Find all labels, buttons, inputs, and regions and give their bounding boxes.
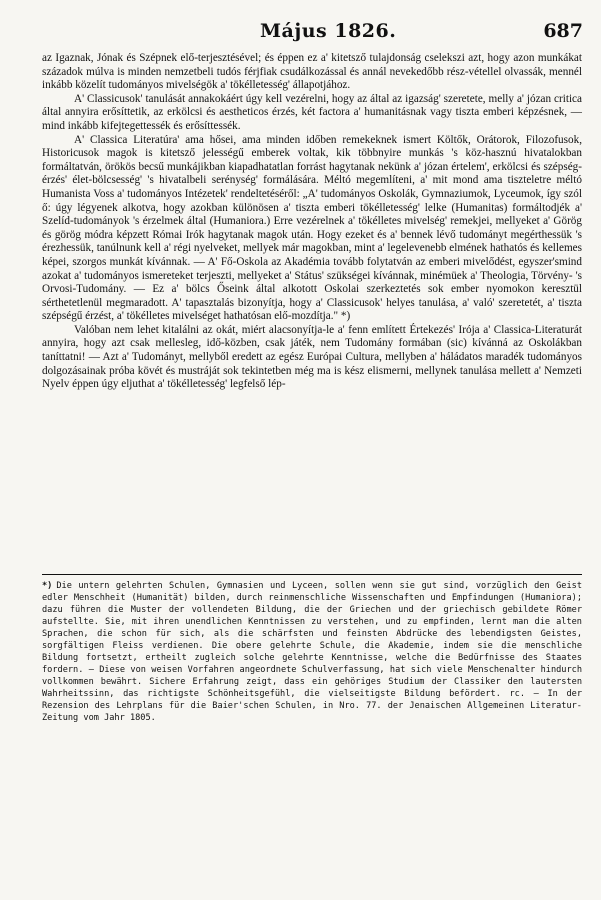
- paragraph: az Igaznak, Jónak és Szépnek elő-terjesztésével; és éppen ez a' kitetsző tulajdonság cselekszi azt, hogy azon munkákat századok múlva is minden nemzetbeli tudós férjfiak csudálkozással és annál nevekedőbb rész-vétellel olvassák, mennél inkább közelít tudományos mivelségök a' tökélletesség' állapotjához.: [42, 52, 582, 92]
- footnote-text: Die untern gelehrten Schulen, Gymnasien und Lyceen, sollen wenn sie gut sind, vorzüglich den Geist edler Menschheit (Humanität) bilden, durch reinmenschliche Wissenschaften und Empfindungen (Humaniora); dazu führen die Muster der vollendeten Bildung, die der Griechen und der griechisch gebildete Römer aufstellte. Sie, mit ihren unendlichen Kenntnissen zu verstehen, und zu empfinden, lernt man die alten Sprachen, die schon für sich, als die schärfsten und feinsten Abdrücke des lebendigsten Geistes, sorgfältigen Fleiss verdienen. Die obere gelehrte Schule, die Akademie, indem sie die menschliche Bildung fortsetzt, ertheilt zugleich solche gelehrte Kenntnisse, welche die Bedürfnisse des Staates fordern. — Diese von weisen Vorfahren angeordnete Schulverfassung, hat sich viele Menschenalter hindurch vollkommen bewährt. Sichere Erfahrung zeigt, dass ein gehöriges Studium der Classiker den lautersten Wahrheitssinn, das richtigste Schönheitsgefühl, die vielseitigste Bildung befördert. rc. — In der Rezension des Lehrplans für die Baier'schen Schulen, in Nro. 77. der Jenaischen Allgemeinen Literatur-Zeitung vom Jahr 1805.: [42, 581, 582, 723]
- paragraph: A' Classicusok' tanulását annakokáért úgy kell vezérelni, hogy az által az igazság' szeretete, melly a' józan critica által annyira erősíttetik, az erkölcsi és aestheticos érzés, két factora a' humanitásnak vagy tiszta emberi képzésnek, — mind inkább kifejtegettessék és erősíttessék.: [42, 92, 582, 132]
- paragraph: A' Classica Literatúra' ama hősei, ama minden időben remekeknek ismert Költők, Orátorok, Filozofusok, Historicusok magok is kitetsző jelességű emberek voltak, kik többnyire munkás 's köz-hasznú hivatalokban formáltatván, örökös becsű munkájikban kiapadhatatlan forrást hagytanak nekünk a' józan értelem', erkölcsi és szépség-érzés' élet-bölcsesség' 's hivatalbeli serénység' formálására. Méltó megemlíteni, a' mit mond ama tiszteletre méltó Humanista Voss a' tudományos Intézetek' rendeltetéséről: „A' tudományos Oskolák, Gymnaziumok, Lyceumok, így szól ő: úgy légyenek alkotva, hogy azokban különösen a' tiszta emberi tökélletesség' lelke (Humanitas) formáltodjék a' Szelíd-tudományok 's érzelmek által (Humaniora.) Erre vezérelnek a' tökélletes mivelség' remekjei, mellyeket a' Görög és görög módra képzett Római Irók hagytanak magok után. Hogy ezeket és a' bennek lévő tudományt megérthessük 's érezhessük, tanúlnunk kell a' régi nyelveket, mellyek már magokban, mint a' legelevenebb elmének hathatós és kellemes képei, szorgos munkát kívánnak. — A' Fő-Oskola az Akadémia tovább folytatván az emberi mivelődést, egyszer'smind azokat a' tudományos ismereteket terjeszti, mellyeket a' Státus' szükségei kívánnak, minémüek a' Theologia, Törvény- 's Orvosi-Tudomány. — Ez a' bölcs Őseink által alkotott Oskolai szerkeztetés sok ember nyomokon keresztül sérthetetlenül megmaradott. A' tapasztalás bizonyítja, hogy a' Classicusok' helyes tanulása, a' való' szeretetét, a' tiszta szépségű érzést, a' tökélletes mivelséget hathatósan elő-mozdítja." *): [42, 133, 582, 323]
- footnote-marker: *): [42, 581, 53, 591]
- page-header: [40, 20, 585, 48]
- main-text: [42, 52, 582, 392]
- footnote-divider: [42, 574, 582, 575]
- paragraph: Valóban nem lehet kitalálni az okát, miért alacsonyítja-le a' fenn említett Értekezés' Irója a' Classica-Literaturát annyira, hogy azt csak mellesleg, idő-közben, csak játék, nem Tudomány formában (sic) kívánná az Oskolákban taníttatni! — Azt a' Tudományt, mellyből eredett az egész Európai Cultura, mellyben a' háládatos maradék tudományos dolgozásainak próba kövét és mustráját sok tekintetben még ma is kész elismerni, mellynek tanulása mellett a' Nemzeti Nyelv éppen úgy eljuthat a' tökélletesség' legfelső lép-: [42, 323, 582, 391]
- footnote: [42, 580, 582, 724]
- running-head: Május 1826.: [260, 20, 397, 42]
- page-number: 687: [543, 20, 583, 42]
